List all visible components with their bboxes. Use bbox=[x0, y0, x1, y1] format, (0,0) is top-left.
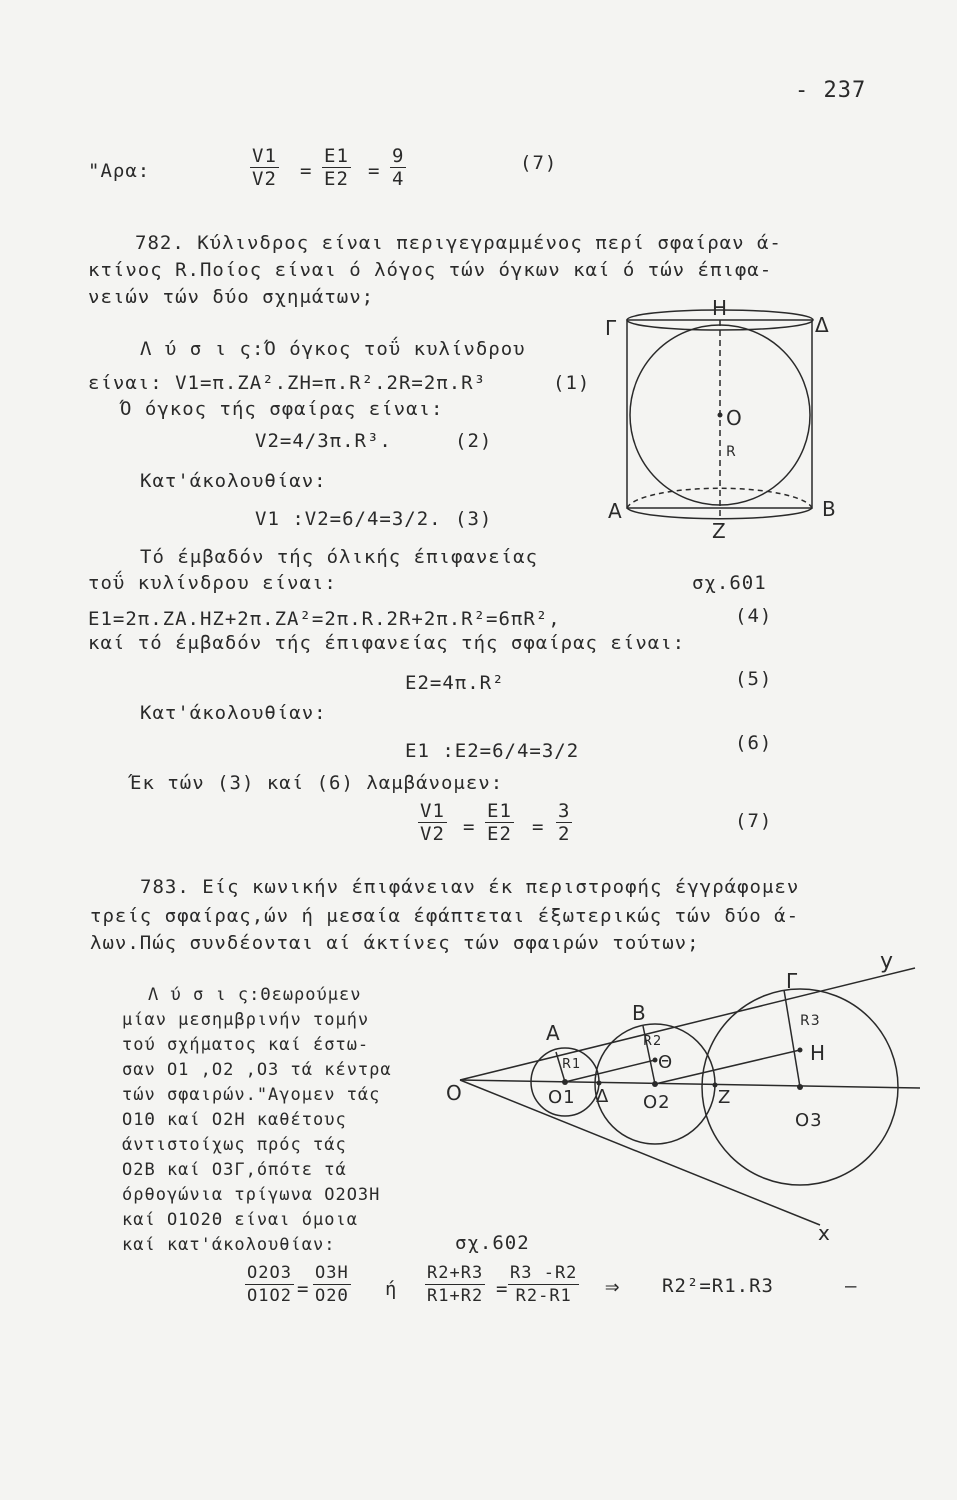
equation-tag: (7) bbox=[520, 152, 558, 174]
numerator: E1 bbox=[487, 800, 512, 822]
equation-tag-5: (5) bbox=[735, 668, 773, 690]
radius-r3 bbox=[784, 990, 800, 1087]
label-g: Γ bbox=[786, 969, 799, 993]
or-word: ή bbox=[385, 1278, 398, 1300]
problem-782-line-1: 782. Κύλινδρος είναι περιγεγραμμένος περί σφαίραν ά- bbox=[135, 232, 782, 254]
point-delta bbox=[597, 1081, 602, 1086]
denominator: E2 bbox=[487, 823, 512, 845]
tangent-line-x bbox=[460, 1080, 820, 1225]
numerator: R2+R3 bbox=[427, 1263, 484, 1283]
denominator: O2Θ bbox=[315, 1286, 349, 1306]
equation-1: είναι: V1=π.ZA².ZH=π.R².2R=2π.R³ bbox=[88, 372, 487, 394]
numerator: V1 bbox=[420, 800, 445, 822]
page-number: - 237 bbox=[795, 78, 867, 103]
equals: = bbox=[297, 1278, 310, 1300]
consequently-2: Κατ'άκολουθίαν: bbox=[140, 702, 327, 724]
equals: = bbox=[496, 1278, 509, 1300]
point-o3 bbox=[797, 1084, 803, 1090]
problem-782-line-2: κτίνος R.Ποίος είναι ό λόγος τών όγκων καί ό τών έπιφα- bbox=[88, 259, 773, 281]
numerator: 3 bbox=[558, 800, 571, 822]
numerator: O2O3 bbox=[247, 1263, 292, 1283]
solution-783-line-3: τού σχήματος καί έστω- bbox=[122, 1035, 370, 1055]
problem-783-line-2: τρείς σφαίρας,ών ή μεσαία έφάπτεται έξωτερικώς τών δύο ά- bbox=[90, 905, 800, 927]
label-b: B bbox=[822, 497, 837, 521]
denominator: R2-R1 bbox=[515, 1286, 572, 1306]
figure-602-caption: σχ.602 bbox=[455, 1232, 530, 1254]
point-z bbox=[713, 1083, 718, 1088]
label-y: y bbox=[880, 949, 895, 974]
sphere-volume-text: Ό όγκος τής σφαίρας είναι: bbox=[120, 398, 444, 420]
solution-783-line-11: καί κατ'άκολουθίαν: bbox=[122, 1235, 336, 1255]
figure-601-caption: σχ.601 bbox=[692, 572, 767, 594]
numerator: E1 bbox=[324, 145, 349, 167]
problem-782-line-3: νειών τών δύο σχημάτων; bbox=[88, 286, 375, 308]
equation-6: E1 :E2=6/4=3/2 bbox=[405, 740, 580, 762]
label-delta: Δ bbox=[596, 1086, 610, 1107]
equation-tag-1: (1) bbox=[553, 372, 591, 394]
solution-783-line-2: μίαν μεσημβρινήν τομήν bbox=[122, 1010, 370, 1030]
consequently-1: Κατ'άκολουθίαν: bbox=[140, 470, 327, 492]
equation-3: V1 :V2=6/4=3/2. bbox=[255, 508, 442, 530]
label-r1: R1 bbox=[562, 1057, 582, 1072]
solution-783-line-1: Λ ύ σ ι ς:Θεωρούμεν bbox=[148, 985, 362, 1005]
segment-o2-h bbox=[655, 1050, 800, 1084]
label-o: O bbox=[726, 406, 743, 430]
label-o2: O2 bbox=[643, 1092, 671, 1113]
point-theta bbox=[653, 1058, 658, 1063]
label-h: H bbox=[712, 296, 729, 320]
numerator: V1 bbox=[252, 145, 277, 167]
solution-782-heading: Λ ύ σ ι ς:Ό όγκος τοΰ κυλίνδρου bbox=[140, 338, 526, 360]
equation-4: E1=2π.ZA.HZ+2π.ZA²=2π.R.2R+2π.R²=6πR², bbox=[88, 608, 561, 630]
axis-line bbox=[460, 1080, 920, 1088]
denominator: V2 bbox=[420, 823, 445, 845]
label-r3: R3 bbox=[800, 1013, 821, 1029]
denominator: 4 bbox=[392, 168, 405, 190]
equation-5: E2=4π.R² bbox=[405, 672, 505, 694]
label-d: Δ bbox=[815, 313, 830, 337]
problem-783-line-3: λων.Πώς συνδέονται αί άκτίνες τών σφαιρών τούτων; bbox=[90, 932, 700, 954]
tangent-line-y bbox=[460, 968, 915, 1080]
point-h bbox=[798, 1048, 803, 1053]
point-o2 bbox=[652, 1081, 658, 1087]
from-3-and-6: Έκ τών (3) καί (6) λαμβάνομεν: bbox=[130, 772, 504, 794]
solution-783-line-6: O1Θ καί O2H καθέτους bbox=[122, 1110, 347, 1130]
area-intro-2: τοΰ κυλίνδρου είναι: bbox=[88, 572, 337, 594]
trailing-dash: — bbox=[845, 1275, 858, 1297]
denominator: V2 bbox=[252, 168, 277, 190]
label-z: Z bbox=[712, 519, 727, 543]
label-a: A bbox=[546, 1021, 561, 1045]
equation-tag-2: (2) bbox=[455, 430, 493, 452]
label-o3: O3 bbox=[795, 1110, 823, 1131]
denominator: O1O2 bbox=[247, 1286, 292, 1306]
numerator: 9 bbox=[392, 145, 405, 167]
label-z: Z bbox=[718, 1087, 732, 1108]
equation-tag-4: (4) bbox=[735, 605, 773, 627]
equals: = bbox=[463, 816, 476, 838]
label-theta: Θ bbox=[658, 1052, 674, 1073]
point-o1 bbox=[562, 1079, 568, 1085]
problem-783-line-1: 783. Είς κωνικήν έπιφάνειαν έκ περιστροφής έγγράφομεν bbox=[140, 876, 800, 898]
equals: = bbox=[368, 160, 381, 182]
solution-783-line-5: τών σφαιρών."Αγομεν τάς bbox=[122, 1085, 381, 1105]
equals: = bbox=[532, 816, 545, 838]
denominator: R1+R2 bbox=[427, 1286, 484, 1306]
top-label: "Αρα: bbox=[88, 160, 151, 182]
label-x: x bbox=[818, 1221, 831, 1245]
label-g: Γ bbox=[605, 316, 618, 340]
label-a: A bbox=[608, 499, 623, 523]
numerator: R3 -R2 bbox=[510, 1263, 578, 1283]
solution-783-line-10: καί O1O2Θ είναι όμοια bbox=[122, 1210, 358, 1230]
solution-783-line-7: άντιστοίχως πρός τάς bbox=[122, 1135, 347, 1155]
equation-tag-6: (6) bbox=[735, 732, 773, 754]
solution-783-line-8: O2B καί O3Γ,όπότε τά bbox=[122, 1160, 347, 1180]
solution-783-line-9: όρθογώνια τρίγωνα O2O3H bbox=[122, 1185, 381, 1205]
label-h: H bbox=[810, 1041, 827, 1065]
sphere-area-text: καί τό έμβαδόν τής έπιφανείας τής σφαίρας είναι: bbox=[88, 632, 686, 654]
implies-arrow: ⇒ bbox=[605, 1272, 621, 1300]
equation-tag-3: (3) bbox=[455, 508, 493, 530]
area-intro-1: Τό έμβαδόν τής όλικής έπιφανείας bbox=[140, 546, 539, 568]
numerator: O3H bbox=[315, 1263, 349, 1283]
solution-783-line-4: σαν O1 ,O2 ,O3 τά κέντρα bbox=[122, 1060, 392, 1080]
equation-tag-7: (7) bbox=[735, 810, 773, 832]
label-o: O bbox=[446, 1081, 463, 1105]
label-r: R bbox=[726, 444, 737, 460]
equation-2: V2=4/3π.R³. bbox=[255, 430, 392, 452]
equals: = bbox=[300, 160, 313, 182]
label-b: B bbox=[632, 1001, 647, 1025]
label-r2: R2 bbox=[643, 1034, 663, 1049]
label-o1: O1 bbox=[548, 1087, 576, 1108]
final-result: R2²=R1.R3 bbox=[662, 1275, 774, 1297]
denominator: 2 bbox=[558, 823, 571, 845]
denominator: E2 bbox=[324, 168, 349, 190]
